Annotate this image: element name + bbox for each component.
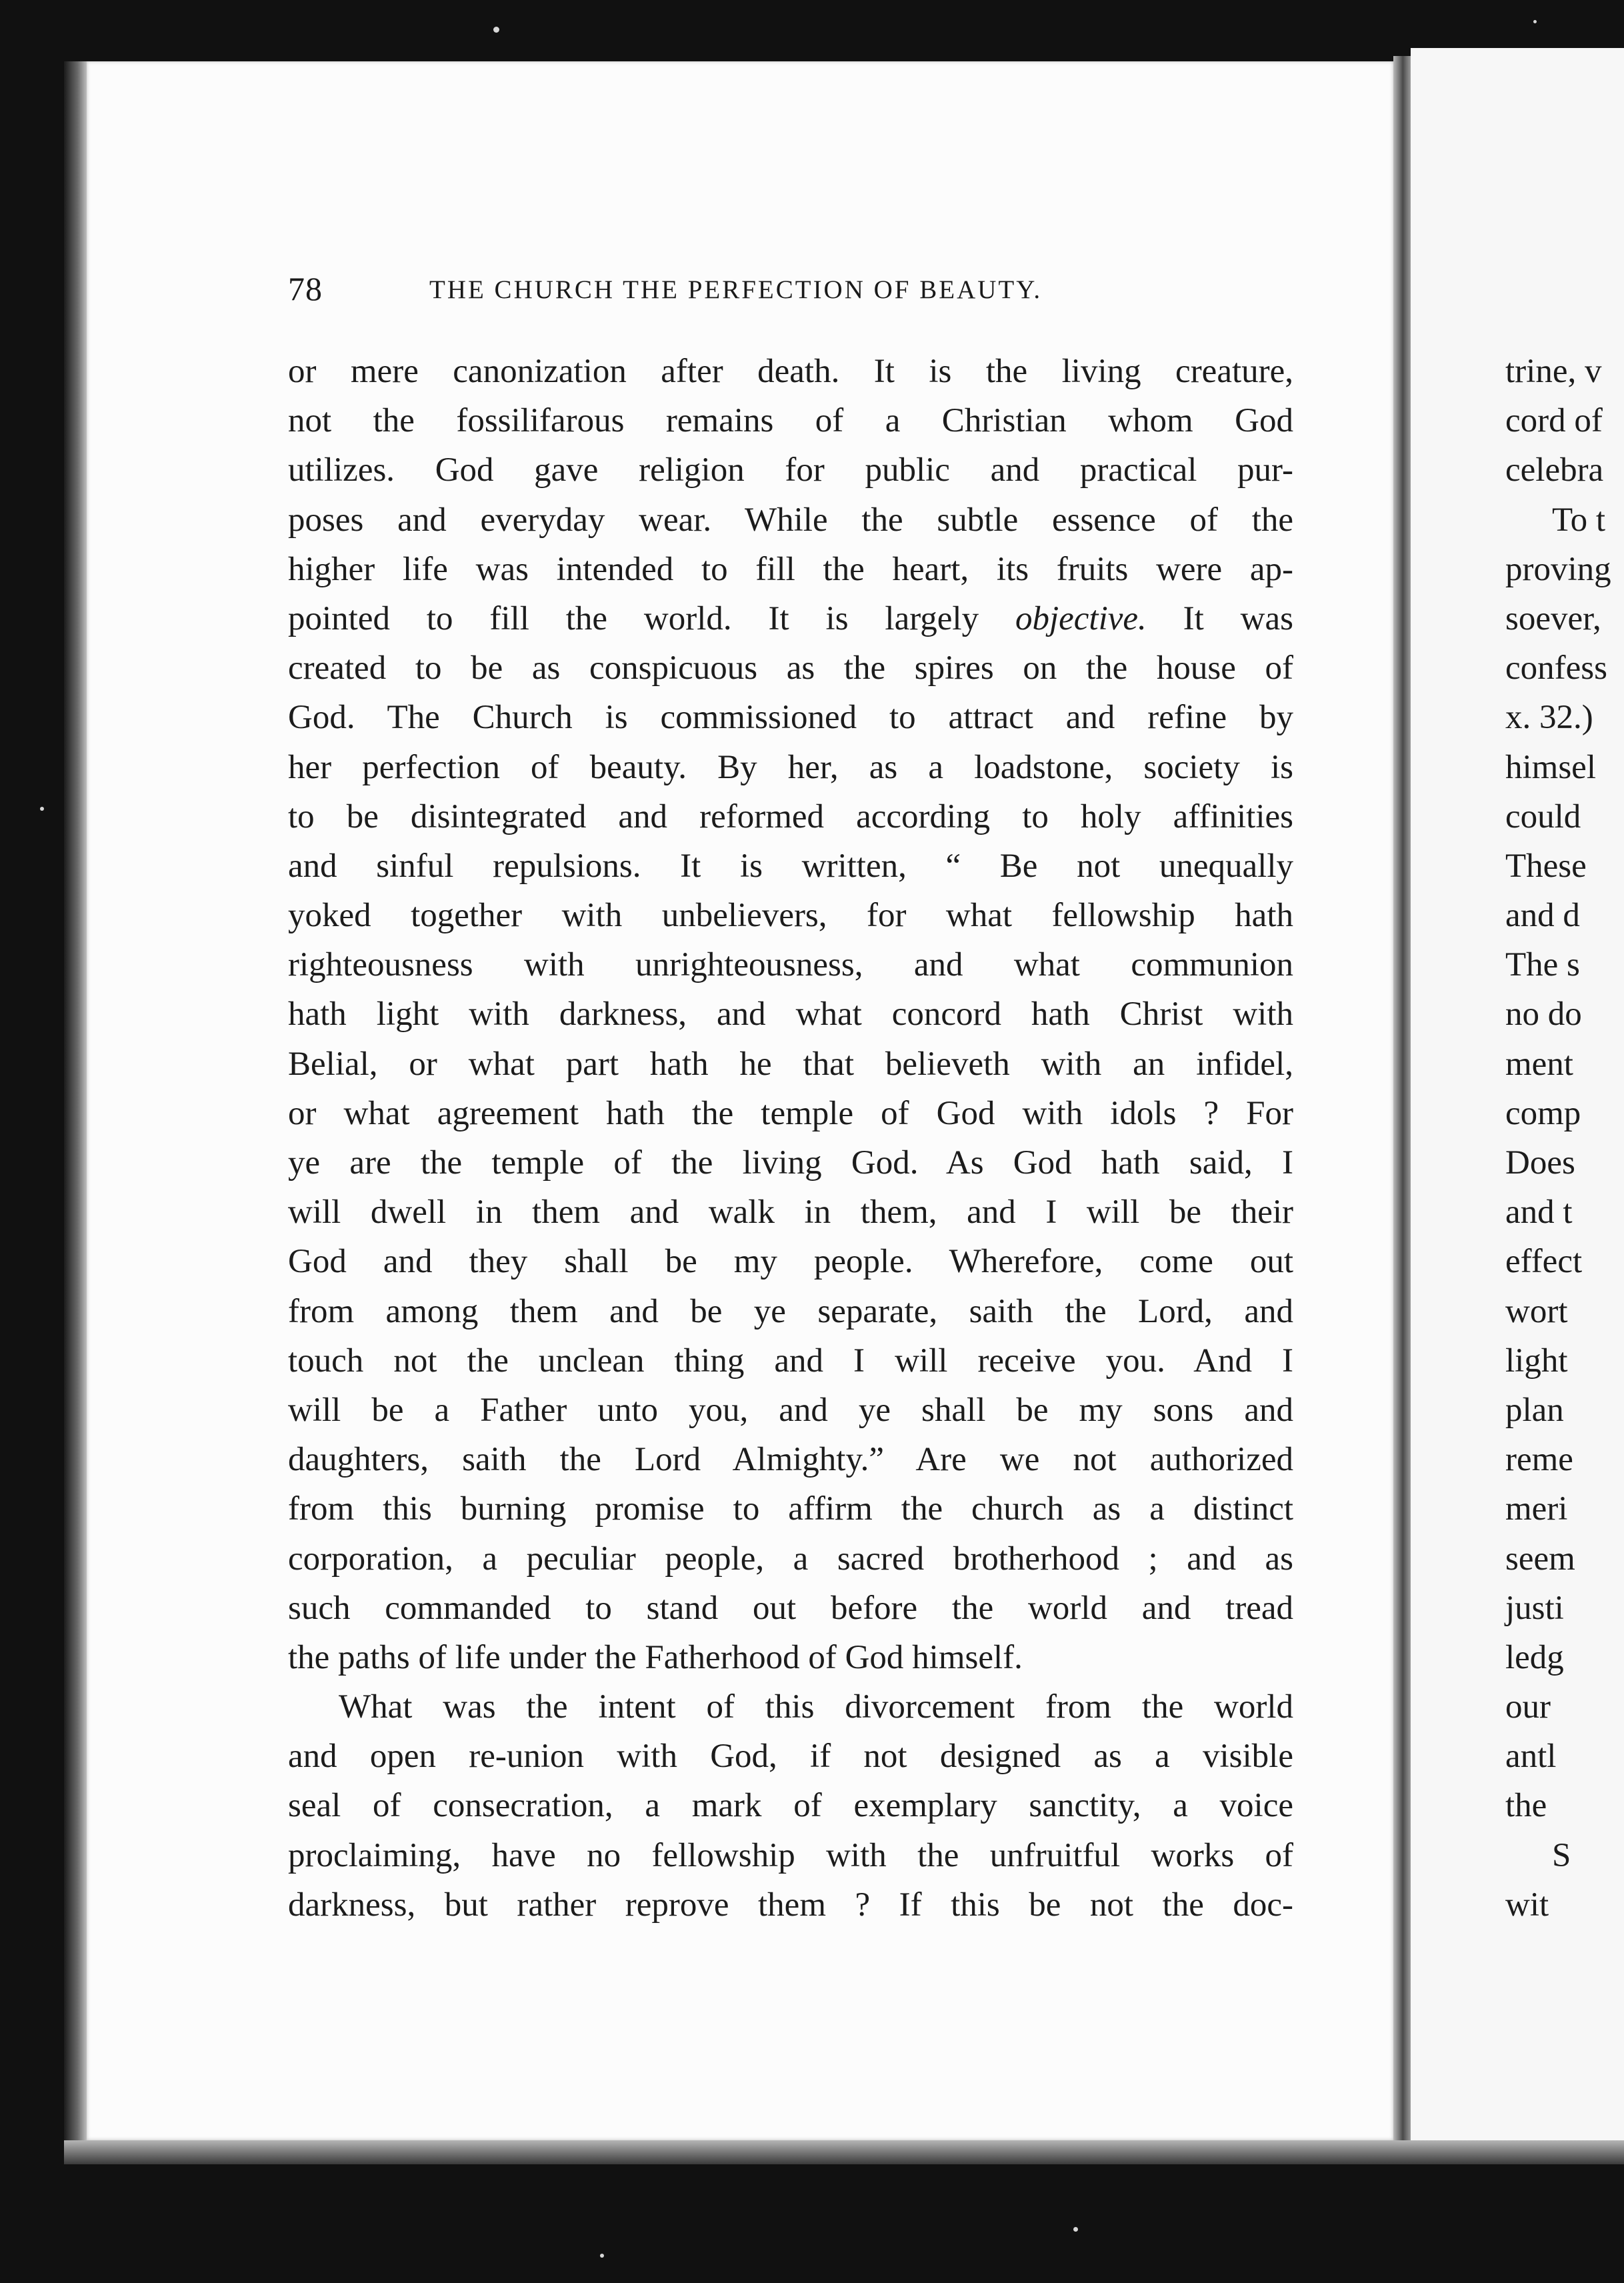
dust-speck — [600, 2254, 604, 2258]
text-line: ye are the temple of the living God. As God hath said, I — [288, 1144, 1293, 1182]
text-line: and sinful repulsions. It is written, “ Be not unequally — [288, 847, 1293, 885]
fragment-line: cord of — [1505, 402, 1603, 440]
text-line: utilizes. God gave religion for public and practical pur- — [288, 451, 1293, 489]
text-line: What was the intent of this divorcement from the world — [339, 1688, 1293, 1726]
text-line: corporation, a peculiar people, a sacred brotherhood ; and as — [288, 1540, 1293, 1578]
fragment-line: x. 32.) — [1505, 699, 1593, 737]
fragment-line: justi — [1505, 1589, 1564, 1627]
fragment-line: These — [1505, 847, 1587, 885]
text-line: righteousness with unrighteousness, and what communion — [288, 946, 1293, 984]
text-line: poses and everyday wear. While the subtle essence of the — [288, 501, 1293, 539]
text-span: pointed to fill the world. It is largely — [288, 599, 979, 637]
fragment-line: no do — [1505, 995, 1582, 1033]
fragment-line: celebra — [1505, 451, 1604, 489]
italic-word: objective. — [1015, 599, 1147, 637]
fragment-line: the — [1505, 1787, 1547, 1825]
page-edge-bottom — [64, 2140, 1624, 2164]
fragment-line: himsel — [1505, 748, 1596, 786]
fragment-line: proving — [1505, 550, 1611, 588]
fragment-line: soever, — [1505, 599, 1601, 637]
text-line: proclaiming, have no fellowship with the unfruitful works of — [288, 1836, 1293, 1874]
text-line: touch not the unclean thing and I will receive you. And I — [288, 1342, 1293, 1380]
dust-speck — [1073, 2227, 1078, 2232]
text-line: darkness, but rather reprove them ? If this be not the doc- — [288, 1886, 1293, 1924]
fragment-line: wort — [1505, 1292, 1568, 1330]
text-line: God. The Church is commissioned to attract and refine by — [288, 699, 1293, 737]
text-line: her perfection of beauty. By her, as a loadstone, society is — [288, 748, 1293, 786]
text-line: will dwell in them and walk in them, and I will be their — [288, 1194, 1293, 1232]
fragment-line: trine, v — [1505, 353, 1602, 390]
fragment-line: S — [1552, 1836, 1571, 1874]
text-line: such commanded to stand out before the world and tread — [288, 1589, 1293, 1627]
text-line: the paths of life under the Fatherhood of God himself. — [288, 1638, 1023, 1676]
fragment-line: could — [1505, 797, 1581, 835]
fragment-line: To t — [1552, 501, 1606, 539]
text-line: not the fossilifarous remains of a Christian whom God — [288, 402, 1293, 440]
text-line: God and they shall be my people. Wherefore, come out — [288, 1243, 1293, 1281]
fragment-line: reme — [1505, 1441, 1573, 1479]
fragment-line: ment — [1505, 1045, 1573, 1083]
text-line: seal of consecration, a mark of exemplary sanctity, a voice — [288, 1787, 1293, 1825]
fragment-line: effect — [1505, 1243, 1583, 1281]
text-line: Belial, or what part hath he that believeth with an infidel, — [288, 1045, 1293, 1083]
fragment-line: confess — [1505, 649, 1607, 687]
text-line: or mere canonization after death. It is the living creature, — [288, 353, 1293, 390]
page-edge-left — [64, 61, 87, 2140]
text-line: higher life was intended to fill the heart, its fruits were ap- — [288, 550, 1293, 588]
text-line: daughters, saith the Lord Almighty.” Are we not authorized — [288, 1441, 1293, 1479]
fragment-line: and t — [1505, 1194, 1573, 1232]
fragment-line: antl — [1505, 1738, 1557, 1776]
dust-speck — [40, 807, 44, 811]
text-line: yoked together with unbelievers, for what fellowship hath — [288, 897, 1293, 935]
fragment-line: light — [1505, 1342, 1568, 1380]
body-text — [288, 347, 1293, 1930]
book-gutter — [1393, 56, 1411, 2140]
text-line: from among them and be ye separate, saith the Lord, and — [288, 1292, 1293, 1330]
text-line: created to be as conspicuous as the spires on the house of — [288, 649, 1293, 687]
fragment-line: comp — [1505, 1094, 1581, 1132]
dust-speck — [493, 27, 499, 33]
text-line: from this burning promise to affirm the church as a distinct — [288, 1490, 1293, 1528]
right-page-text — [1505, 347, 1624, 1930]
fragment-line: Does — [1505, 1144, 1575, 1182]
fragment-line: wit — [1505, 1886, 1549, 1924]
running-title: THE CHURCH THE PERFECTION OF BEAUTY. — [429, 275, 1043, 304]
text-line: or what agreement hath the temple of God with idols ? For — [288, 1094, 1293, 1132]
fragment-line: meri — [1505, 1490, 1568, 1528]
fragment-line: and d — [1505, 897, 1580, 935]
dust-speck — [1533, 20, 1537, 23]
fragment-line: plan — [1505, 1391, 1564, 1429]
fragment-line: The s — [1505, 946, 1580, 984]
text-line — [288, 594, 1293, 643]
page-number: 78 — [288, 270, 323, 307]
text-line: hath light with darkness, and what concord hath Christ with — [288, 995, 1293, 1033]
text-line: and open re-union with God, if not designed as a visible — [288, 1738, 1293, 1776]
fragment-line: ledg — [1505, 1638, 1564, 1676]
text-line: will be a Father unto you, and ye shall be my sons and — [288, 1391, 1293, 1429]
fragment-line: our — [1505, 1688, 1551, 1726]
fragment-line: seem — [1505, 1540, 1575, 1578]
text-line: to be disintegrated and reformed according to holy affinities — [288, 797, 1293, 835]
text-span: It was — [1146, 599, 1294, 637]
